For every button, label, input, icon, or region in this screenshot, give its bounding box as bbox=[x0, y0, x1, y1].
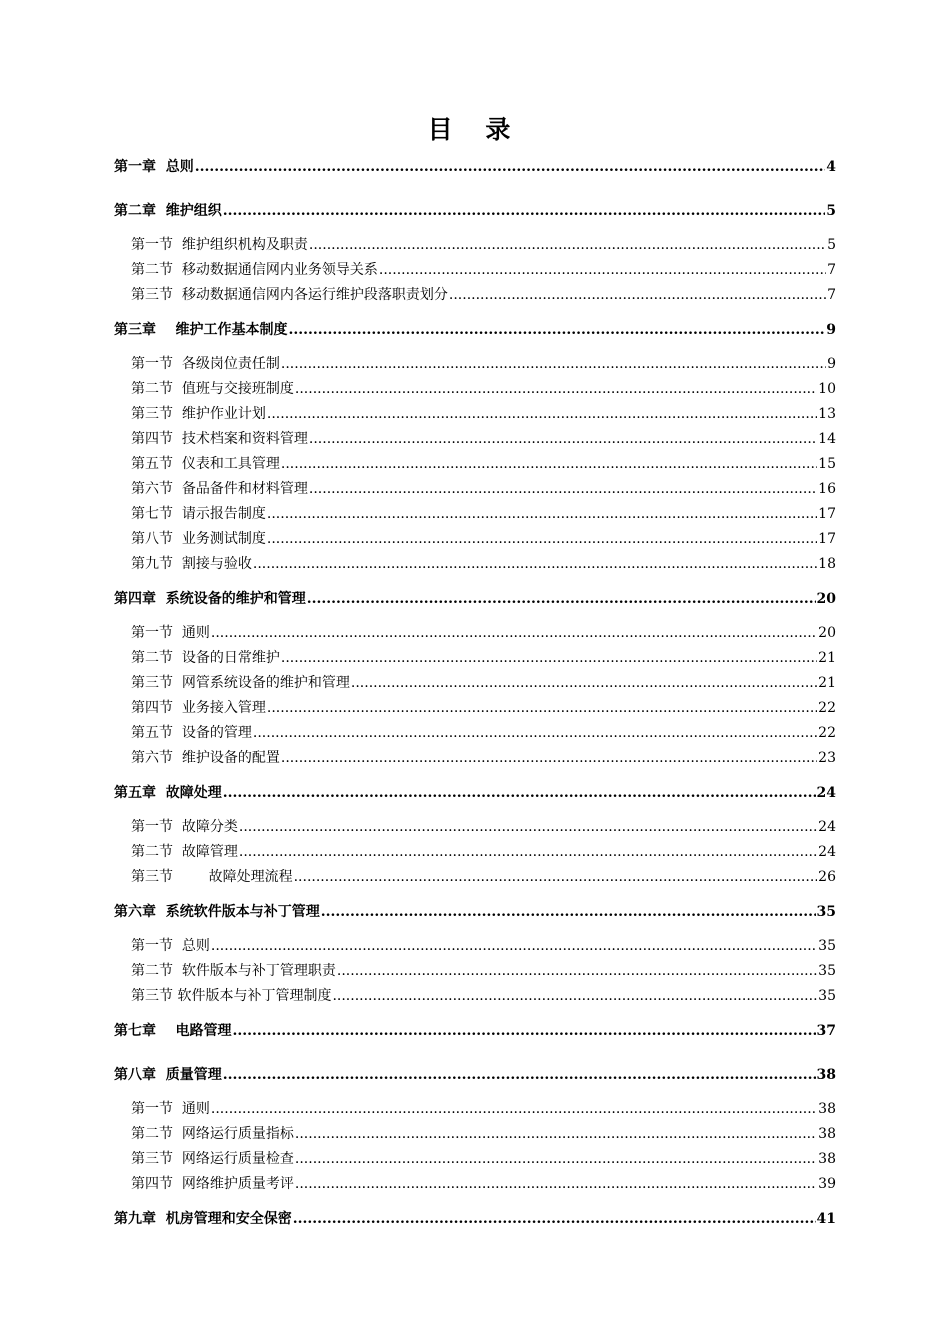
toc-entry-label: 第二节 设备的日常维护 bbox=[131, 650, 280, 666]
toc-entry-page-number: 35 bbox=[818, 988, 836, 1004]
toc-section-entry[interactable] bbox=[114, 959, 836, 984]
toc-entry-page-number: 24 bbox=[816, 785, 836, 801]
dot-leader bbox=[281, 452, 817, 477]
toc-entry-page-number: 38 bbox=[818, 1101, 836, 1117]
toc-entry-page-number: 13 bbox=[818, 406, 836, 422]
toc-section-entry[interactable] bbox=[114, 746, 836, 771]
dot-leader bbox=[223, 199, 826, 223]
toc-entry-label: 第三节 网管系统设备的维护和管理 bbox=[131, 675, 350, 691]
toc-section-entry[interactable] bbox=[114, 721, 836, 746]
toc-section-entry[interactable] bbox=[114, 1097, 836, 1122]
dot-leader bbox=[351, 671, 817, 696]
dot-leader bbox=[195, 155, 826, 179]
table-of-contents bbox=[114, 150, 836, 1231]
toc-entry-label: 第一节 故障分类 bbox=[131, 819, 238, 835]
toc-section-entry[interactable] bbox=[114, 377, 836, 402]
dot-leader bbox=[293, 1207, 816, 1231]
toc-section-entry[interactable] bbox=[114, 984, 836, 1009]
toc-section-entry[interactable] bbox=[114, 402, 836, 427]
toc-entry-page-number: 39 bbox=[818, 1176, 836, 1192]
dot-leader bbox=[309, 427, 817, 452]
toc-entry-page-number: 35 bbox=[818, 963, 836, 979]
dot-leader bbox=[449, 283, 826, 308]
toc-entry-label: 第八章 质量管理 bbox=[114, 1067, 222, 1083]
toc-section-entry[interactable] bbox=[114, 1172, 836, 1197]
dot-leader bbox=[332, 984, 817, 1009]
toc-entry-label: 第三节 软件版本与补丁管理制度 bbox=[131, 988, 332, 1004]
toc-section-entry[interactable] bbox=[114, 646, 836, 671]
toc-section-entry[interactable] bbox=[114, 1122, 836, 1147]
toc-entry-label: 第五章 故障处理 bbox=[114, 785, 222, 801]
toc-entry-label: 第一节 各级岗位责任制 bbox=[131, 356, 280, 372]
toc-section-entry[interactable] bbox=[114, 621, 836, 646]
toc-entry-page-number: 24 bbox=[818, 819, 836, 835]
toc-section-entry[interactable] bbox=[114, 934, 836, 959]
toc-entry-label: 第二节 值班与交接班制度 bbox=[131, 381, 294, 397]
toc-section-entry[interactable] bbox=[114, 352, 836, 377]
toc-chapter-entry[interactable] bbox=[114, 900, 836, 924]
toc-entry-label: 第三节 移动数据通信网内各运行维护段落职责划分 bbox=[131, 287, 448, 303]
toc-entry-page-number: 23 bbox=[818, 750, 836, 766]
toc-section-entry[interactable] bbox=[114, 427, 836, 452]
dot-leader bbox=[223, 781, 816, 805]
toc-entry-label: 第九节 割接与验收 bbox=[131, 556, 252, 572]
toc-chapter-entry[interactable] bbox=[114, 1019, 836, 1043]
toc-entry-page-number: 37 bbox=[816, 1023, 836, 1039]
dot-leader bbox=[253, 721, 817, 746]
toc-entry-label: 第一节 总则 bbox=[131, 938, 210, 954]
toc-entry-label: 第八节 业务测试制度 bbox=[131, 531, 266, 547]
dot-leader bbox=[267, 502, 817, 527]
toc-section-entry[interactable] bbox=[114, 502, 836, 527]
toc-entry-label: 第六节 维护设备的配置 bbox=[131, 750, 280, 766]
toc-entry-label: 第九章 机房管理和安全保密 bbox=[114, 1211, 292, 1227]
toc-entry-page-number: 7 bbox=[827, 262, 836, 278]
toc-entry-page-number: 21 bbox=[818, 675, 836, 691]
toc-section-entry[interactable] bbox=[114, 283, 836, 308]
dot-leader bbox=[211, 621, 817, 646]
toc-entry-page-number: 16 bbox=[818, 481, 836, 497]
toc-section-entry[interactable] bbox=[114, 696, 836, 721]
toc-section-entry[interactable] bbox=[114, 258, 836, 283]
dot-leader bbox=[307, 587, 816, 611]
toc-entry-page-number: 20 bbox=[818, 625, 836, 641]
toc-entry-page-number: 17 bbox=[818, 531, 836, 547]
toc-entry-page-number: 35 bbox=[816, 904, 836, 920]
toc-entry-page-number: 38 bbox=[816, 1067, 836, 1083]
toc-section-entry[interactable] bbox=[114, 815, 836, 840]
toc-entry-page-number: 5 bbox=[826, 203, 836, 219]
toc-entry-label: 第一章 总则 bbox=[114, 159, 194, 175]
dot-leader bbox=[294, 865, 818, 890]
toc-entry-label: 第二节 故障管理 bbox=[131, 844, 238, 860]
dot-leader bbox=[309, 233, 826, 258]
toc-entry-page-number: 14 bbox=[818, 431, 836, 447]
dot-leader bbox=[379, 258, 826, 283]
toc-chapter-entry[interactable] bbox=[114, 1063, 836, 1087]
toc-section-entry[interactable] bbox=[114, 1147, 836, 1172]
toc-entry-page-number: 26 bbox=[818, 869, 836, 885]
toc-chapter-entry[interactable] bbox=[114, 781, 836, 805]
toc-section-entry[interactable] bbox=[114, 452, 836, 477]
toc-entry-label: 第二章 维护组织 bbox=[114, 203, 222, 219]
toc-section-entry[interactable] bbox=[114, 865, 836, 890]
toc-entry-label: 第二节 软件版本与补丁管理职责 bbox=[131, 963, 336, 979]
dot-leader bbox=[281, 746, 817, 771]
toc-entry-page-number: 35 bbox=[818, 938, 836, 954]
toc-entry-label: 第一节 维护组织机构及职责 bbox=[131, 237, 308, 253]
toc-section-entry[interactable] bbox=[114, 840, 836, 865]
dot-leader bbox=[337, 959, 817, 984]
toc-entry-label: 第三节 维护作业计划 bbox=[131, 406, 266, 422]
toc-entry-label: 第三章 维护工作基本制度 bbox=[114, 322, 288, 338]
toc-entry-page-number: 38 bbox=[818, 1126, 836, 1142]
toc-entry-label: 第六节 备品备件和材料管理 bbox=[131, 481, 308, 497]
toc-chapter-entry[interactable] bbox=[114, 1207, 836, 1231]
toc-entry-page-number: 9 bbox=[827, 356, 836, 372]
toc-entry-label: 第三节 网络运行质量检查 bbox=[131, 1151, 294, 1167]
toc-title: 目 录 bbox=[427, 115, 523, 144]
toc-entry-label: 第四节 技术档案和资料管理 bbox=[131, 431, 308, 447]
toc-entry-page-number: 4 bbox=[826, 159, 836, 175]
toc-entry-page-number: 9 bbox=[826, 322, 836, 338]
toc-chapter-entry[interactable] bbox=[114, 587, 836, 611]
dot-leader bbox=[295, 1172, 817, 1197]
toc-entry-label: 第四章 系统设备的维护和管理 bbox=[114, 591, 306, 607]
dot-leader bbox=[239, 840, 817, 865]
toc-entry-label: 第五节 设备的管理 bbox=[131, 725, 252, 741]
toc-section-entry[interactable] bbox=[114, 477, 836, 502]
dot-leader bbox=[295, 377, 817, 402]
toc-section-entry[interactable] bbox=[114, 233, 836, 258]
toc-entry-page-number: 24 bbox=[818, 844, 836, 860]
dot-leader bbox=[295, 1147, 817, 1172]
dot-leader bbox=[223, 1063, 816, 1087]
dot-leader bbox=[281, 352, 826, 377]
toc-entry-page-number: 21 bbox=[818, 650, 836, 666]
dot-leader bbox=[267, 696, 817, 721]
dot-leader bbox=[239, 815, 817, 840]
toc-section-entry[interactable] bbox=[114, 552, 836, 577]
dot-leader bbox=[267, 402, 817, 427]
toc-entry-label: 第三节 故障处理流程 bbox=[131, 869, 293, 885]
dot-leader bbox=[233, 1019, 816, 1043]
toc-entry-label: 第一节 通则 bbox=[131, 1101, 210, 1117]
toc-chapter-entry[interactable] bbox=[114, 199, 836, 223]
toc-section-entry[interactable] bbox=[114, 527, 836, 552]
toc-entry-label: 第四节 业务接入管理 bbox=[131, 700, 266, 716]
toc-chapter-entry[interactable] bbox=[114, 155, 836, 179]
dot-leader bbox=[309, 477, 817, 502]
dot-leader bbox=[289, 318, 826, 342]
dot-leader bbox=[211, 1097, 817, 1122]
toc-entry-label: 第一节 通则 bbox=[131, 625, 210, 641]
toc-entry-page-number: 38 bbox=[818, 1151, 836, 1167]
toc-chapter-entry[interactable] bbox=[114, 318, 836, 342]
dot-leader bbox=[253, 552, 817, 577]
dot-leader bbox=[267, 527, 817, 552]
toc-entry-page-number: 5 bbox=[827, 237, 836, 253]
toc-entry-label: 第七章 电路管理 bbox=[114, 1023, 232, 1039]
toc-entry-label: 第五节 仪表和工具管理 bbox=[131, 456, 280, 472]
toc-entry-page-number: 22 bbox=[818, 725, 836, 741]
toc-entry-page-number: 20 bbox=[816, 591, 836, 607]
toc-entry-page-number: 7 bbox=[827, 287, 836, 303]
toc-entry-page-number: 22 bbox=[818, 700, 836, 716]
toc-entry-page-number: 15 bbox=[818, 456, 836, 472]
dot-leader bbox=[211, 934, 817, 959]
toc-entry-label: 第七节 请示报告制度 bbox=[131, 506, 266, 522]
toc-entry-page-number: 10 bbox=[818, 381, 836, 397]
toc-entry-label: 第六章 系统软件版本与补丁管理 bbox=[114, 904, 320, 920]
toc-entry-label: 第四节 网络维护质量考评 bbox=[131, 1176, 294, 1192]
toc-entry-page-number: 41 bbox=[816, 1211, 836, 1227]
toc-entry-label: 第二节 移动数据通信网内业务领导关系 bbox=[131, 262, 378, 278]
toc-entry-label: 第二节 网络运行质量指标 bbox=[131, 1126, 294, 1142]
toc-entry-page-number: 17 bbox=[818, 506, 836, 522]
toc-section-entry[interactable] bbox=[114, 671, 836, 696]
dot-leader bbox=[295, 1122, 817, 1147]
dot-leader bbox=[281, 646, 817, 671]
toc-entry-page-number: 18 bbox=[818, 556, 836, 572]
dot-leader bbox=[321, 900, 816, 924]
